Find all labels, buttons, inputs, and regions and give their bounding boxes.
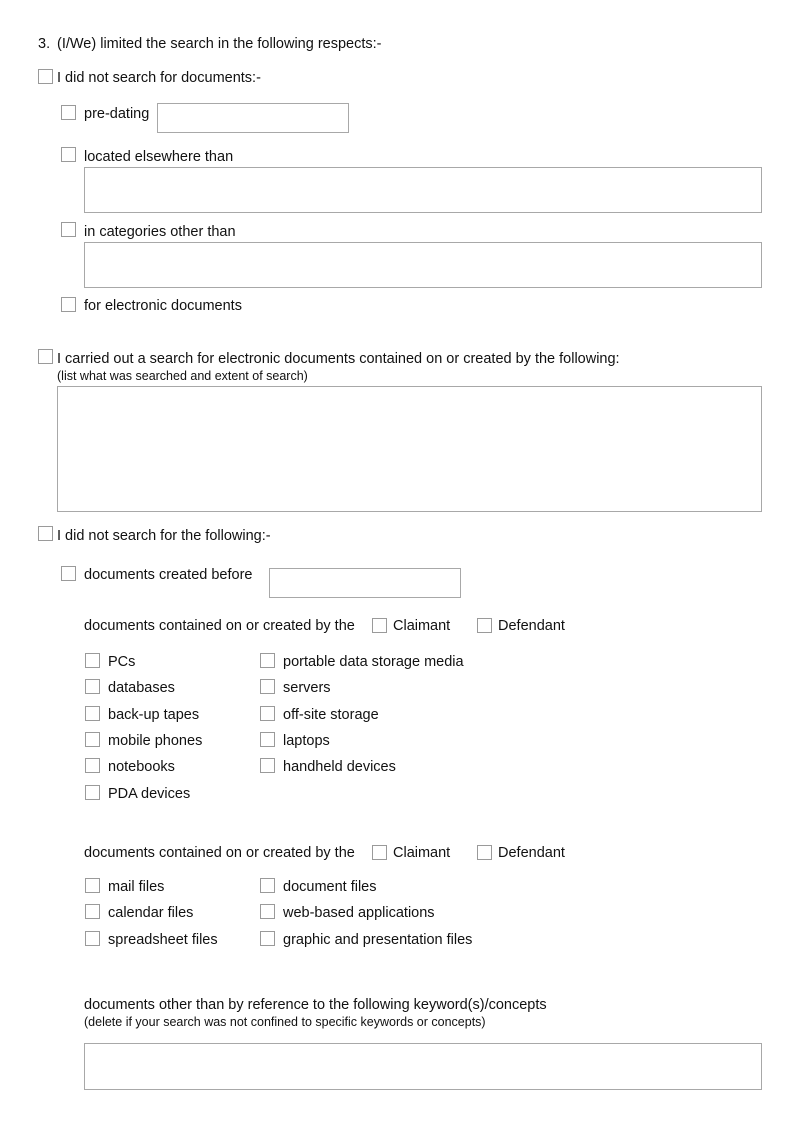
group1-defendant-checkbox[interactable] — [477, 618, 492, 633]
group1-lead: documents contained on or created by the — [84, 618, 355, 634]
handheld-devices-label: handheld devices — [283, 759, 396, 775]
group2-defendant-label: Defendant — [498, 845, 565, 861]
keywords-note: (delete if your search was not confined to specific keywords or concepts) — [84, 1015, 486, 1029]
document-files-label: document files — [283, 879, 377, 895]
electronic-search-note: (list what was searched and extent of search) — [57, 369, 308, 383]
servers-checkbox[interactable] — [260, 679, 275, 694]
electronic-search-field[interactable] — [57, 386, 762, 512]
no-search-documents-checkbox[interactable] — [38, 69, 53, 84]
offsite-storage-label: off-site storage — [283, 707, 379, 723]
group2-claimant-label: Claimant — [393, 845, 451, 861]
offsite-storage-checkbox[interactable] — [260, 706, 275, 721]
pda-devices-label: PDA devices — [108, 786, 191, 802]
group1-claimant-checkbox[interactable] — [372, 618, 387, 633]
electronic-search-checkbox[interactable] — [38, 349, 53, 364]
pcs-label: PCs — [108, 654, 136, 670]
backup-tapes-checkbox[interactable] — [85, 706, 100, 721]
group1-defendant-label: Defendant — [498, 618, 565, 634]
categories-label: in categories other than — [84, 224, 236, 240]
not-search-following-label: I did not search for the following:- — [57, 528, 271, 544]
electronic-search-label: I carried out a search for electronic documents contained on or created by the following: — [57, 351, 620, 367]
portable-storage-label: portable data storage media — [283, 654, 464, 670]
graphic-files-checkbox[interactable] — [260, 931, 275, 946]
mobile-phones-checkbox[interactable] — [85, 732, 100, 747]
handheld-devices-checkbox[interactable] — [260, 758, 275, 773]
located-elsewhere-label: located elsewhere than — [84, 149, 234, 165]
notebooks-checkbox[interactable] — [85, 758, 100, 773]
categories-checkbox[interactable] — [61, 222, 76, 237]
notebooks-label: notebooks — [108, 759, 175, 775]
group2-lead: documents contained on or created by the — [84, 845, 355, 861]
web-applications-label: web-based applications — [283, 905, 435, 921]
question-heading: (I/We) limited the search in the following respects:- — [57, 36, 382, 52]
created-before-date-field[interactable] — [269, 568, 461, 598]
predating-label: pre-dating — [84, 106, 150, 122]
laptops-checkbox[interactable] — [260, 732, 275, 747]
categories-field[interactable] — [84, 242, 762, 288]
electronic-documents-checkbox[interactable] — [61, 297, 76, 312]
backup-tapes-label: back-up tapes — [108, 707, 200, 723]
keywords-label: documents other than by reference to the following keyword(s)/concepts — [84, 997, 547, 1013]
servers-label: servers — [283, 680, 331, 696]
not-search-following-checkbox[interactable] — [38, 526, 53, 541]
created-before-label: documents created before — [84, 567, 253, 583]
no-search-documents-label: I did not search for documents:- — [57, 70, 261, 86]
mail-files-checkbox[interactable] — [85, 878, 100, 893]
calendar-files-checkbox[interactable] — [85, 904, 100, 919]
electronic-documents-label: for electronic documents — [84, 298, 242, 314]
spreadsheet-files-label: spreadsheet files — [108, 932, 218, 948]
group2-defendant-checkbox[interactable] — [477, 845, 492, 860]
mail-files-label: mail files — [108, 879, 165, 895]
group2-claimant-checkbox[interactable] — [372, 845, 387, 860]
databases-checkbox[interactable] — [85, 679, 100, 694]
pcs-checkbox[interactable] — [85, 653, 100, 668]
laptops-label: laptops — [283, 733, 330, 749]
located-elsewhere-checkbox[interactable] — [61, 147, 76, 162]
question-number: 3. — [38, 36, 51, 52]
spreadsheet-files-checkbox[interactable] — [85, 931, 100, 946]
document-files-checkbox[interactable] — [260, 878, 275, 893]
portable-storage-checkbox[interactable] — [260, 653, 275, 668]
graphic-files-label: graphic and presentation files — [283, 932, 473, 948]
pda-devices-checkbox[interactable] — [85, 785, 100, 800]
databases-label: databases — [108, 680, 175, 696]
predating-date-field[interactable] — [157, 103, 349, 133]
keywords-field[interactable] — [84, 1043, 762, 1090]
calendar-files-label: calendar files — [108, 905, 194, 921]
mobile-phones-label: mobile phones — [108, 733, 203, 749]
group1-claimant-label: Claimant — [393, 618, 451, 634]
predating-checkbox[interactable] — [61, 105, 76, 120]
created-before-checkbox[interactable] — [61, 566, 76, 581]
web-applications-checkbox[interactable] — [260, 904, 275, 919]
located-elsewhere-field[interactable] — [84, 167, 762, 213]
